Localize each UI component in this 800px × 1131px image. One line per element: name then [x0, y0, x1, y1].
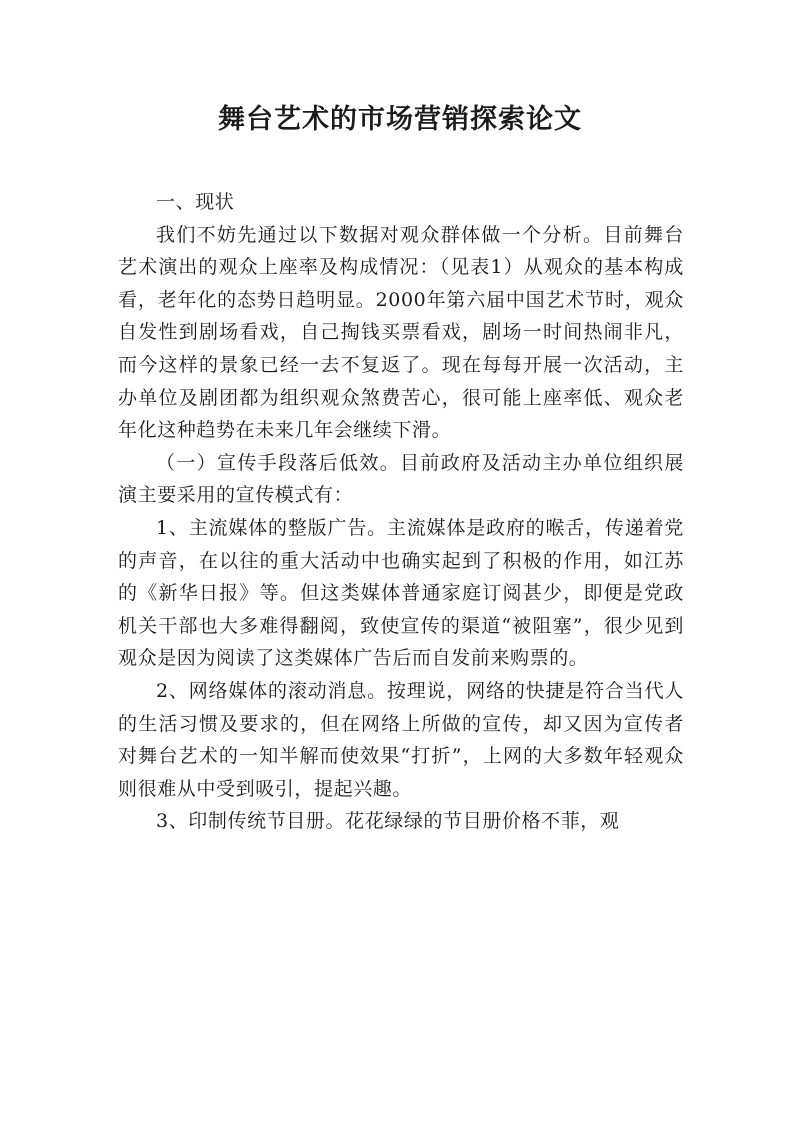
section-heading-current-status: 一、现状 — [156, 191, 235, 213]
paragraph-audience-analysis: 我们不妨先通过以下数据对观众群体做一个分析。目前舞台艺术演出的观众上座率及构成情况：（见表1）从观众的基本构成看，老年化的态势日趋明显。2000年第六届中国艺术节时，观众自发性到剧场看戏，自己掏钱买票看戏，剧场一时间热闹非凡，而今这样的景象已经一去不复返了。现在每每开展一次活动，主办单位及剧团都为组织观众煞费苦心，很可能上座率低、观众老年化这种趋势在未来几年会继续下滑。 — [118, 223, 684, 442]
paragraph-network-media: 2、网络媒体的滚动消息。按理说，网络的快捷是符合当代人的生活习惯及要求的，但在网络上所做的宣传，却又因为宣传者对舞台艺术的一知半解而使效果“打折”，上网的大多数年轻观众则很难从中受到吸引，提起兴趣。 — [118, 679, 684, 800]
document-body — [118, 186, 684, 838]
paragraph-mainstream-media: 1、主流媒体的整版广告。主流媒体是政府的喉舌，传递着党的声音，在以往的重大活动中也确实起到了积极的作用，如江苏的《新华日报》等。但这类媒体普通家庭订阅甚少，即便是党政机关干部也大多难得翻阅，致使宣传的渠道“被阻塞”，很少见到观众是因为阅读了这类媒体广告后而自发前来购票的。 — [118, 516, 684, 670]
paragraph-program-booklet: 3、印制传统节目册。花花绿绿的节目册价格不菲，观 — [156, 810, 620, 833]
paragraph-promotion-methods: （一）宣传手段落后低效。目前政府及活动主办单位组织展演主要采用的宣传模式有： — [118, 451, 684, 507]
document-title: 舞台艺术的市场营销探索论文 — [218, 104, 582, 135]
